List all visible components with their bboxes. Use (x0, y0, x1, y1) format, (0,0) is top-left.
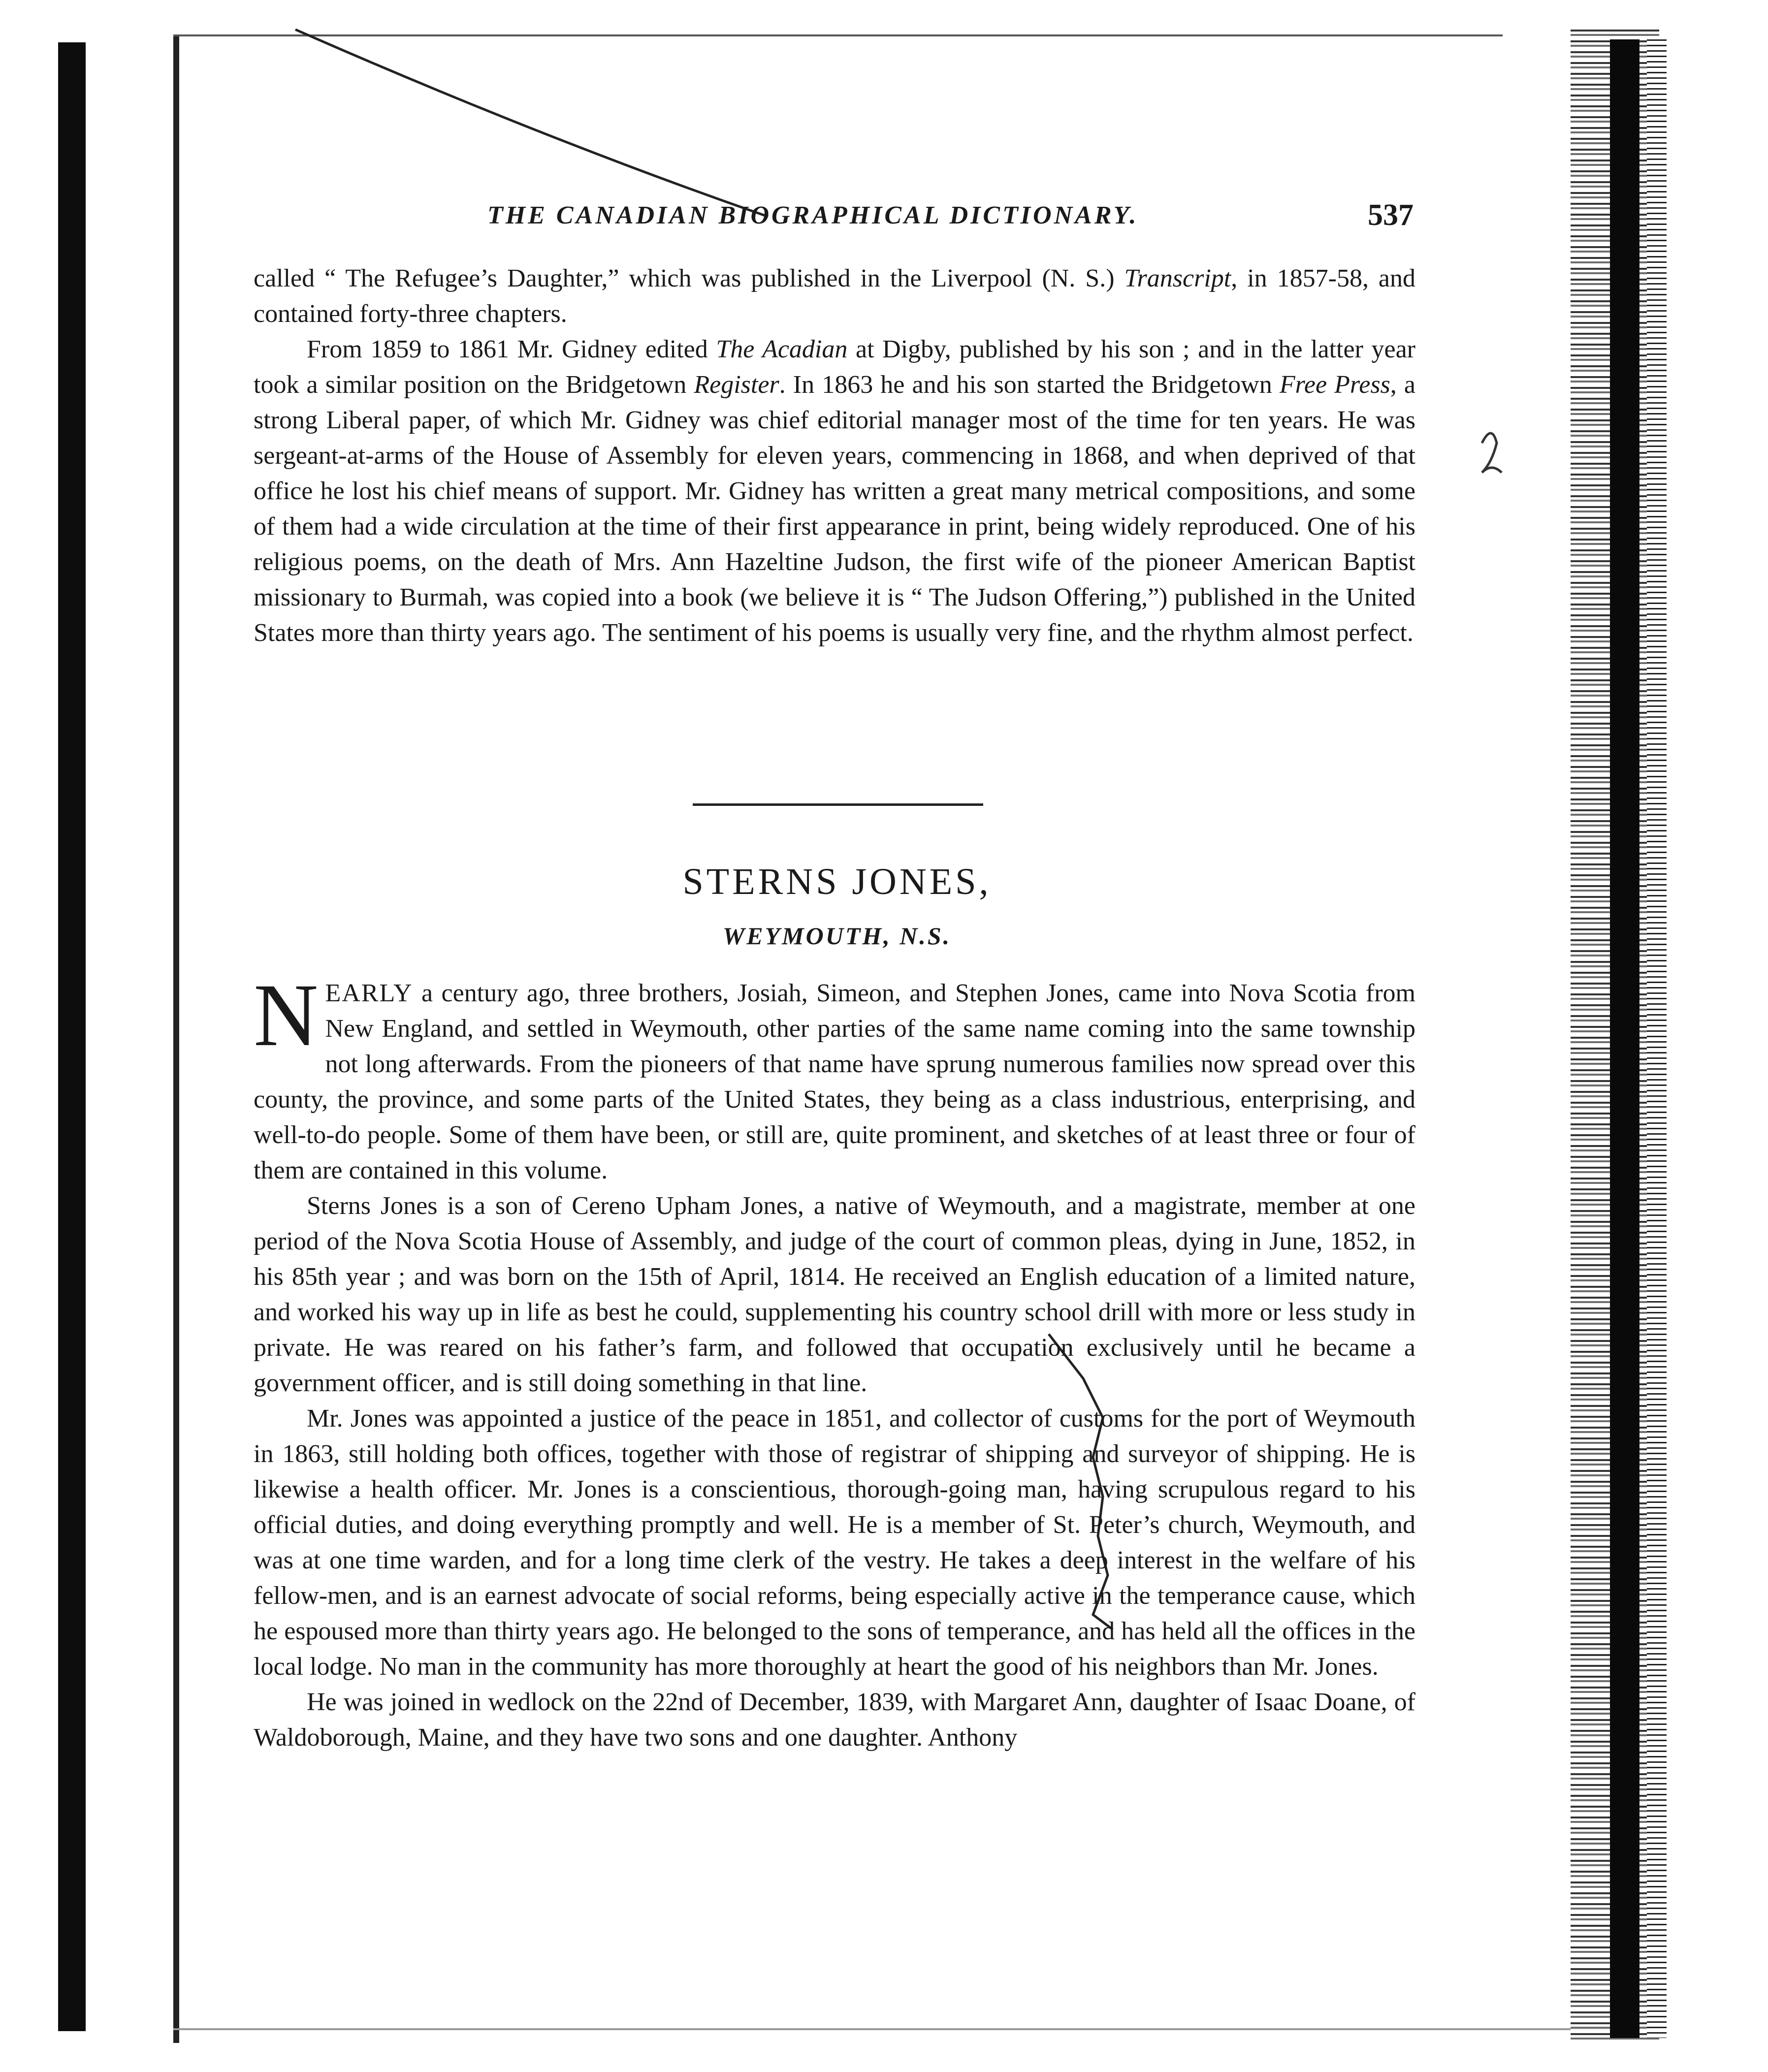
scan-margin-line-bottom (173, 2028, 1640, 2030)
entry-place: WEYMOUTH, N.S. (722, 922, 952, 950)
drop-cap: N (254, 966, 319, 1065)
running-head: THE CANADIAN BIOGRAPHICAL DICTIONARY. (487, 201, 1139, 229)
paragraph-text: a century ago, three brothers, Josiah, Simeon, and Stephen Jones, came into Nova Scotia from New England, and settled in Weymouth, other parties of the same name coming into the same township not long afterwards. From the pioneers of that name have sprung numerous families now spread over this county, the province, and some parts of the United States, they being as a class industrious, enterprising, and well-to-do people. Some of them have been, or still are, quite prominent, and sketches of at least three or four of them are contained in this volume. (254, 979, 1415, 1184)
scan-edge-shadow-right (1610, 39, 1639, 2038)
paragraph: He was joined in wedlock on the 22nd of December, 1839, with Margaret Ann, daughter of Isaac Doane, of Waldoborough, Maine, and they have two sons and one daughter. Anthony (254, 1688, 1415, 1752)
paragraph-text: at Digby, published by his son ; and in the latter year took a similar position on the Bridgetown (254, 335, 1416, 399)
previous-entry-continuation (254, 261, 1415, 651)
paragraph-text: , in 1857-58, and contained forty-three chapters. (254, 264, 1416, 328)
scan-margin-line-left (173, 34, 179, 2043)
pen-stroke-margin (1482, 433, 1502, 473)
periodical-title: Transcript (1124, 264, 1231, 292)
paragraph-text: From 1859 to 1861 Mr. Gidney edited (307, 335, 716, 363)
opening-caps: EARLY (325, 979, 413, 1007)
paragraph: Sterns Jones is a son of Cereno Upham Jones, a native of Weymouth, and a magistrate, member at one period of the Nova Scotia House of Assembly, and judge of the court of common pleas, dying in June, 1852, in his 85th year ; and was born on the 15th of April, 1814. He received an English education of a limited nature, and worked his way up in life as best he could, supplementing his country school drill with more or less study in private. He was reared on his father’s farm, and followed that occupation exclusively until he became a government officer, and is still doing something in that line. (254, 1192, 1415, 1397)
scan-edge-shadow-left (58, 42, 86, 2031)
entry-title: STERNS JONES, (682, 861, 992, 902)
paragraph: Mr. Jones was appointed a justice of the peace in 1851, and collector of customs for the port of Weymouth in 1863, still holding both offices, together with those of registrar of shipping and surveyor of shipping. He is likewise a health officer. Mr. Jones is a conscientious, thorough-going man, having scrupulous regard to his official duties, and doing everything promptly and well. He is a member of St. Peter’s church, Weymouth, and was at one time warden, and for a long time clerk of the vestry. He takes a deep interest in the welfare of his fellow-men, and is an earnest advocate of social reforms, being especially active in the temperance cause, which he espoused more than thirty years ago. He belonged to the sons of temperance, and has held all the offices in the local lodge. No man in the community has more thoroughly at heart the good of his neighbors than Mr. Jones. (254, 1404, 1415, 1681)
periodical-title: Free Press (1279, 371, 1390, 399)
section-divider (693, 803, 983, 806)
scan-margin-line-top (173, 34, 1503, 36)
periodical-title: The Acadian (716, 335, 848, 363)
entry-body (254, 966, 1415, 1755)
paragraph (254, 261, 1415, 332)
paragraph-text: called “ The Refugee’s Daughter,” which was published in the Liverpool (N. S.) (254, 264, 1125, 292)
periodical-title: Register (694, 371, 779, 399)
paragraph-text: . In 1863 he and his son started the Bridgetown (779, 371, 1280, 399)
paragraph-text: , a strong Liberal paper, of which Mr. Gidney was chief editorial manager most of the time for ten years. He was sergeant-at-arms of the House of Assembly for eleven years, commencing in 1868, and when deprived of that office he lost his chief means of support. Mr. Gidney has written a great many metrical compositions, and some of them had a wide circulation at the time of their first appearance in print, being widely reproduced. One of his religious poems, on the death of Mrs. Ann Hazeltine Judson, the first wife of the pioneer American Baptist missionary to Burmah, was copied into a book (we believe it is “ The Judson Offering,”) published in the United States more than thirty years ago. The sentiment of his poems is usually very fine, and the rhythm almost perfect. (254, 371, 1415, 647)
paragraph (254, 966, 1415, 1188)
page-number: 537 (1368, 198, 1414, 232)
paragraph (254, 332, 1415, 651)
pen-stroke-top (295, 30, 768, 217)
scan-edge-noise-far-right (1647, 39, 1667, 2038)
